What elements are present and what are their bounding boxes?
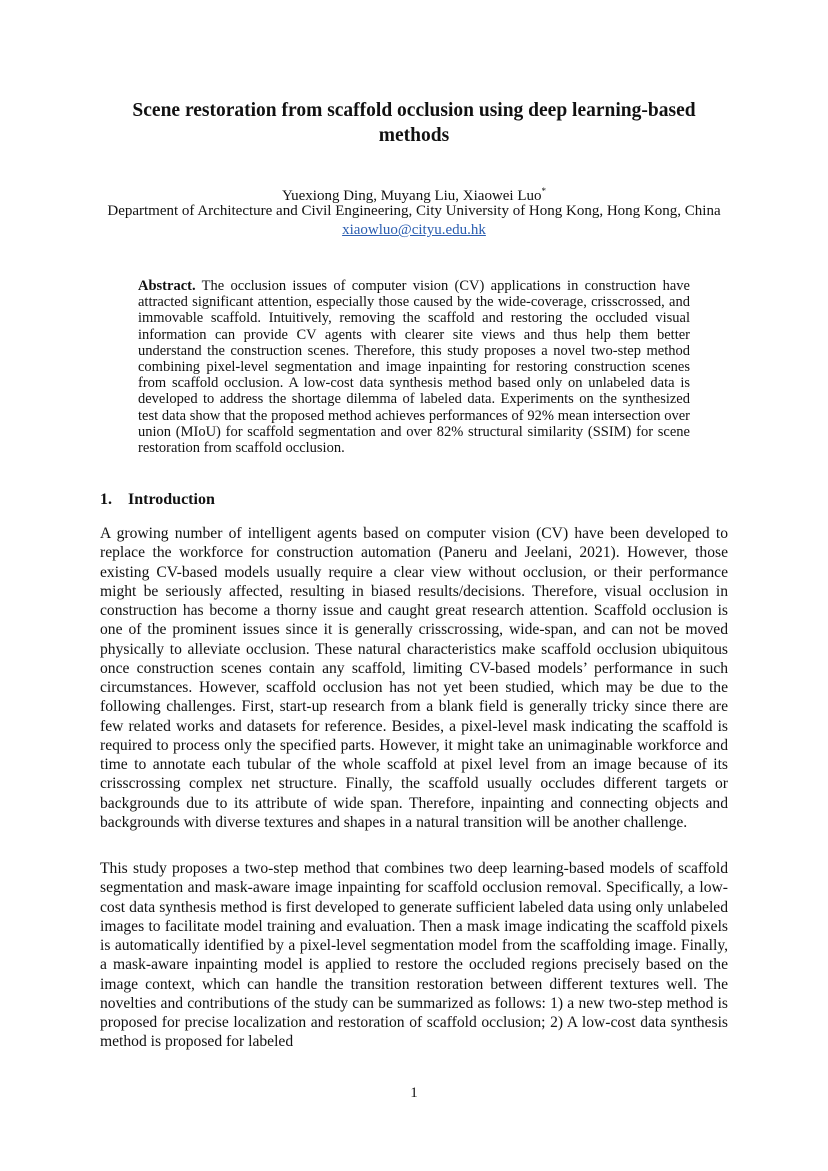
abstract-label: Abstract.	[138, 278, 196, 294]
author-names: Yuexiong Ding, Muyang Liu, Xiaowei Luo	[281, 188, 542, 204]
paper-title: Scene restoration from scaffold occlusion using deep learning-based methods	[132, 100, 696, 146]
intro-paragraph-1: A growing number of intelligent agents based on computer vision (CV) have been developed to replace the workforce for construction automation (Paneru and Jeelani, 2021). However, those existing CV-based models usually require a clear view without occlusion, or their performance might be seriously affected, resulting in biased results/decisions. Therefore, visual occlusion in construction has become a thorny issue and caught great research attention. Scaffold occlusion is one of the prominent issues since it is generally crisscrossing, wide-span, and can not be moved physically to alleviate occlusion. These natural characteristics make scaffold occlusion ubiquitous once construction scenes contain any scaffold, limiting CV-based models’ performance in such circumstances. However, scaffold occlusion has not yet been studied, which may be due to the following challenges. First, start-up research from a blank field is generally tricky since there are few related works and datasets for reference. Besides, a pixel-level mask indicating the scaffold is required to process only the specified parts. However, it might take an unimaginable workforce and time to annotate each tubular of the whole scaffold at pixel level from an image because of its crisscrossing complex net structure. Finally, the scaffold usually occludes different targets or backgrounds due to its attribute of wide span. Therefore, inpainting and connecting objects and backgrounds with diverse textures and shapes in a natural transition will be another challenge.	[100, 525, 728, 831]
intro-paragraph-2: This study proposes a two-step method that combines two deep learning-based models of scaffold segmentation and mask-aware image inpainting for scaffold occlusion removal. Specifically, a low-cost data synthesis method is first developed to generate sufficient labeled data using only unlabeled images to facilitate model training and evaluation. Then a mask image indicating the scaffold pixels is automatically identified by a pixel-level segmentation model from the scaffolding image. Finally, a mask-aware inpainting model is applied to restore the occluded regions precisely based on the image context, which can handle the transition restoration between different textures well. The novelties and contributions of the study can be summarized as follows: 1) a new two-step method is proposed for precise localization and restoration of scaffold occlusion; 2) A low-cost data synthesis method is proposed for labeled	[100, 860, 728, 1051]
abstract	[138, 278, 690, 456]
email-line	[60, 221, 768, 240]
section-number: 1.	[100, 491, 112, 508]
section-title: Introduction	[128, 491, 215, 508]
page-number: 1	[410, 1085, 418, 1101]
affiliation: Department of Architecture and Civil Engineering, City University of Hong Kong, Hong Kong, China	[107, 203, 721, 219]
corresponding-author-mark: *	[541, 186, 547, 196]
section-heading	[100, 490, 215, 510]
abstract-text: The occlusion issues of computer vision (CV) applications in construction have attracted significant attention, especially those caused by the wide-coverage, crisscrossed, and immovable scaffold. Intuitively, removing the scaffold and restoring the occluded visual information can provide CV agents with clearer site views and thus help them better understand the construction scenes. Therefore, this study proposes a novel two-step method combining pixel-level segmentation and image inpainting for restoring construction scenes from scaffold occlusion. A low-cost data synthesis method based only on unlabeled data is developed to address the shortage dilemma of labeled data. Experiments on the synthesized test data show that the proposed method achieves performances of 92% mean intersection over union (MIoU) for scaffold segmentation and over 82% structural similarity (SSIM) for scene restoration from scaffold occlusion.	[138, 278, 690, 457]
email-link[interactable]: xiaowluo@cityu.edu.hk	[342, 222, 486, 238]
